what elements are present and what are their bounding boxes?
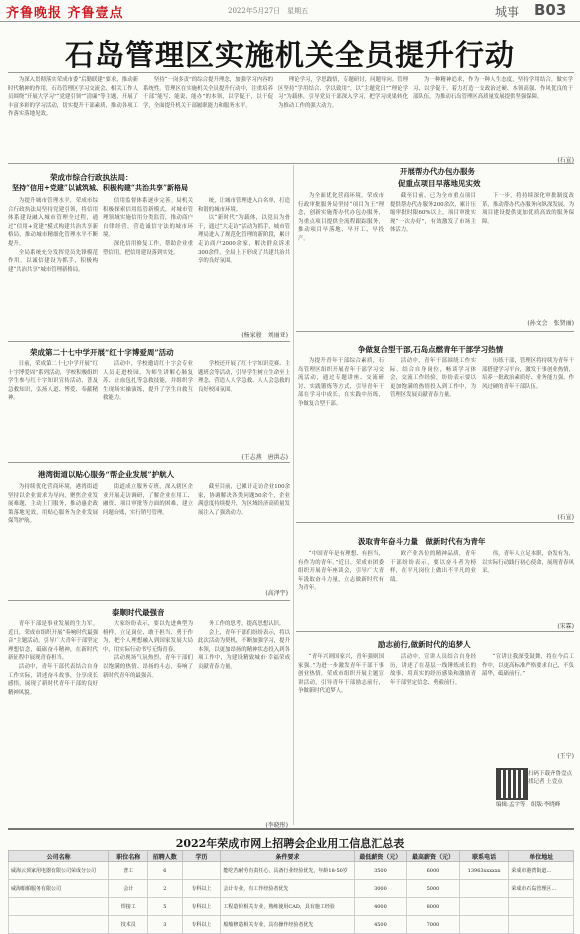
table-cell: 13963xxxxxx: [459, 862, 509, 880]
table-cell: 威海云顶家用电器有限公司荣成分公司: [9, 862, 109, 880]
section-rule-5: [296, 522, 574, 523]
col-header: 单位地址: [509, 851, 574, 862]
article-8-byline: (王宁): [557, 753, 574, 760]
article-8-column-1: “青年兴则国家兴，青年强则国家强。”为进一步激发青年干部干事创业热情，荣成市组织开展主题宣讲活动，引导青年干部励志前行，争做新时代追梦人。: [298, 654, 384, 695]
table-row: [9, 916, 574, 934]
article-6-column-3: 务工作的思考，提高思想认识。 会上，青年干部们纷纷表示，将以此次活动为契机，不断加强学习，提升本领，以更加昂扬的精神状态投入到各项工作中，为建设精致城市·幸福荣成贡献青春力量。: [198, 621, 290, 670]
article-4-column-1: 为提升青年干部综合素质，石岛管理区组织开展青年干部学习交流活动，通过专题讲座、交流研讨、实践锻炼等方式，引导青年干部在学习中成长，在实践中历练，争做复合型干部。: [298, 358, 384, 407]
article-1-column-3: 统，让城市管理进入白名单，打造和谐的城市环境。 以“新时代”为载体，以党员为骨干，通过“大走访”活动为抓手，城市管理局进入了规范化管理的新阶段，累计走访商户2000余家，解决群众诉求300余件，全局上下形成了共建共治共享的良好氛围。: [198, 198, 290, 265]
table-cell: 焊接工: [109, 898, 148, 916]
table-cell: 专科以上: [182, 880, 221, 898]
table-cell: 4000: [354, 898, 407, 916]
col-header: 条件要求: [221, 851, 354, 862]
job-info-table: [8, 850, 574, 934]
table-cell: 威海船舶服务有限公司: [9, 880, 109, 898]
table-cell: 3000: [354, 880, 407, 898]
article-3-column-2: 活动中，学校邀请红十字会专业人员走进校园，为师生讲解心肺复苏、止血包扎等急救技能，并组织学生现场实操演练，提升了学生自救互救能力。: [103, 361, 193, 402]
table-row: [9, 898, 574, 916]
article-5-column-3: 截至目前，已累计走访企业100余家，协调解决各类问题50余个，企业满意度持续提升，为区域经济高质量发展注入了强劲动力。: [198, 484, 290, 516]
table-top-rule: [8, 828, 574, 830]
section-rule-2: [8, 341, 290, 342]
editor-credit: 编辑:孟宇等 组版:李晓峰: [496, 802, 561, 808]
article-7-column-2: 欧产业各位的精神品质，青年干部纷纷表示，要以奋斗者为榜样，在平凡岗位上做出不平凡的业绩。: [390, 551, 476, 583]
article-2-column-3: 下一步，将持续深化审批制度改革，推动帮办代办服务向纵深发展，为项目建设提供更加优质高效的服务保障。: [482, 193, 574, 225]
table-cell: [9, 898, 109, 916]
table-cell: [509, 916, 574, 934]
table-cell: [182, 862, 221, 880]
table-cell: [459, 880, 509, 898]
article-3-title: 荣成第二十七中学开展“红十字博爱周”活动: [30, 348, 174, 357]
table-cell: 7000: [407, 916, 460, 934]
table-cell: 2: [148, 880, 183, 898]
lead-column-2: 坚持“一岗多责”的综合提升理念，加强学习内容的系统性。管理区在实施机关全员提升行动中，注重培养干部“能写、能说、能办”的本领，以学促干，以干促学，全面提升机关干部履职能力和服务水平。: [143, 77, 273, 109]
newspaper-logo: [6, 2, 124, 21]
col-header: 最低薪资（元）: [354, 851, 407, 862]
article-8-column-2: 活动中，宣讲人员结合自身经历，讲述了在基层一线锤炼成长的故事，用真实的经历感染和激励青年干部坚定信念、勇毅前行。: [390, 654, 476, 686]
article-3-column-3: 学校还开展了红十字知识竞赛、主题班会等活动，引导学生树立生命至上理念，营造人人学急救、人人会急救的良好校园氛围。: [198, 361, 290, 393]
article-2-byline: (孙文会 张贤丽): [527, 320, 574, 327]
qr-caption: 扫码下载齐鲁壹点 找记者 上壹点: [528, 771, 573, 785]
table-cell: 5000: [407, 880, 460, 898]
article-5-byline: (高泽宇): [265, 590, 288, 597]
qr-code-icon[interactable]: [496, 768, 528, 800]
section-rule-1: [8, 163, 574, 164]
table-cell: 普工: [109, 862, 148, 880]
article-7-column-3: 伟，青年人立足本职，奋发有为，以实际行动践行初心使命，展现青春风采。: [482, 551, 574, 575]
table-cell: 专科以上: [182, 916, 221, 934]
table-cell: 工程造价相关专业，熟练使用CAD，具有施工经验: [221, 898, 354, 916]
table-header-row: [9, 851, 574, 862]
table-cell: 会计专业，有工作经验者优先: [221, 880, 354, 898]
lead-column-4: 为一种精神追求，作为一种人生态度，坚持学用结合，做实学习，以学促干，着力打造一支政治过硬、本领高强、作风优良的干部队伍，为推动石岛管理区高质量发展提供坚强保障。: [413, 77, 573, 101]
article-8-column-3: “宣讲让我深受鼓舞，将在今后工作中，以更高标准严格要求自己，不负韶华，砥砺前行。”: [482, 654, 574, 678]
article-2-subtitle: 促重点项目早落地见实效: [398, 179, 481, 188]
article-4-column-2: 活动中，青年干部围绕工作实际，结合自身岗位，畅谈学习体会，交流工作经验，纷纷表示要以更加饱满的热情投入到工作中，为管理区发展贡献青春力量。: [390, 358, 476, 399]
lead-column-3: 理论学习，学思践悟，专题研讨，问题导向。管理区坚持“学用结合、学以致用”，以“主题党日”“理论学习”为载体，引导党员干部深入学习，把学习成果转化为推动工作的强大动力。: [278, 77, 408, 109]
table-cell: 技术员: [109, 916, 148, 934]
table-cell: [459, 916, 509, 934]
table-cell: [459, 898, 509, 916]
article-1-byline: (杨家骏 刘丽亚): [241, 332, 288, 339]
table-cell: 荣成市石岛管理区…: [509, 880, 574, 898]
column-divider: [293, 165, 294, 825]
article-4-title: 争做复合型干部,石岛点燃青年干部学习热情: [358, 345, 504, 354]
table-cell: 8000: [407, 898, 460, 916]
section-name: 城事: [495, 5, 520, 19]
page-number: B03: [534, 1, 567, 19]
col-header: 最高薪资（元）: [407, 851, 460, 862]
article-4-column-3: 历练干部，管理区将持续为青年干部搭建学习平台，激发干事创业热情，培养一批政治素质好、业务能力强、作风过硬的青年干部队伍。: [482, 358, 574, 390]
table-cell: 5: [148, 898, 183, 916]
col-header: 招聘人数: [148, 851, 183, 862]
table-cell: 6000: [407, 862, 460, 880]
article-6-column-1: 青年干部是事业发展的生力军。近日，荣成市组织开展“奏响时代最强音”主题活动，引导广大青年干部坚定理想信念，砥砺奋斗精神，在新时代新征程中展现青春担当。 活动中，青年干部代表结合自身工作实际，讲述奋斗故事，分享成长感悟，展现了新时代青年干部的良好精神风貌。: [8, 621, 98, 696]
main-headline: 石岛管理区实施机关全员提升行动: [64, 38, 515, 72]
masthead: [0, 0, 580, 22]
article-2-column-1: 为全面优化营商环境，荣成市行政审批服务局坚持“项目为王”理念，创新实施帮办代办包办服务，为重点项目提供全流程跟踪服务，推动项目早落地、早开工、早投产。: [298, 193, 384, 242]
table-cell: 船舶修造相关专业，具有操作经验者优先: [221, 916, 354, 934]
lead-byline: (石宣): [557, 157, 574, 164]
table-cell: 4500: [354, 916, 407, 934]
table-cell: 专科以上: [182, 898, 221, 916]
paper-name: 齐鲁晚报: [6, 6, 63, 21]
article-5-column-1: 为持续优化营商环境，港湾街道坚持以企业需求为导向，聚焦企业发展难题，主动上门服务，推动惠企政策落地见效，用贴心服务为企业发展保驾护航。: [8, 484, 98, 525]
table-cell: 3500: [354, 862, 407, 880]
article-1-title: 荣成市综合行政执法局：: [50, 173, 133, 182]
masthead-rule: [0, 21, 580, 22]
article-2-title: 开展帮办代办包办服务: [400, 167, 475, 176]
article-7-column-1: “中国青年是有理想、有担当、有作为的青年。”近日，荣成市团委组织开展青年座谈会，引导广大青年汲取奋斗力量，立志做新时代有为青年。: [298, 551, 384, 592]
headline-rule: [8, 72, 574, 73]
article-5-column-2: 街道成立服务专班，深入辖区企业开展走访调研，了解企业在用工、融资、项目审批等方面的困难，建立问题台账，实行销号管理。: [103, 484, 193, 516]
article-1-column-2: 信用监督体系逐步完善。局机关积极探索信用监管新模式，对城市管理领域实施信用分类监管，推动商户自律经营，营造诚信守法的城市环境。 深化信用修复工作，帮助企业重塑信用，把信用建设落到实处。: [103, 198, 193, 256]
lead-column-1: 为深入贯彻落实荣成市委“后勤联建”要求，推动新时代精神的作用，石岛管理区学习交流会、相关工作人员围绕“开展大学习”“党建引领”“清廉”等主题，开展了丰富多彩的学习活动，切实提升干部素质，推动各项工作落实落地见效。: [8, 77, 138, 118]
col-header: 职位名称: [109, 851, 148, 862]
article-2-column-2: 截至目前，已为全市重点项目提供帮办代办服务200余次，累计压缩审批时限60%以上，项目审批实现“一次办好”，有效激发了市场主体活力。: [390, 193, 476, 234]
article-7-title: 汲取青年奋斗力量 做新时代有为青年: [358, 537, 486, 546]
edition-name: 齐鲁壹点: [67, 6, 124, 21]
article-1-column-1: 为提升城市管理水平，荣成市综合行政执法局坚持党建引领，将信用体系建设融入城市管理全过程，通过“信用+党建”模式构建共治共享新格局，推动城市精细化管理水平不断提升。 全局系统充分发挥党员先锋模范作用，以诚信建设为抓手，积极构建“共治共享”城市管理新格局。: [8, 198, 98, 273]
section-rule-3: [296, 331, 574, 332]
article-7-byline: (宋霖): [557, 623, 574, 630]
article-1-subtitle: 坚持“信用+党建”以诚筑城、积极构建“共治共享”新格局: [12, 183, 188, 192]
table-title: 2022年荣成市网上招聘会企业用工信息汇总表: [175, 837, 405, 850]
section-rule-7: [296, 631, 574, 632]
table-cell: 会计: [109, 880, 148, 898]
col-header: 学历: [182, 851, 221, 862]
table-cell: [509, 898, 574, 916]
section-rule-6: [8, 600, 290, 601]
table-row: [9, 862, 574, 880]
table-cell: 6: [148, 862, 183, 880]
article-6-title: 泰顺时代最强音: [112, 608, 165, 617]
article-8-title: 励志前行,做新时代的追梦人: [378, 640, 471, 649]
col-header: 公司名称: [9, 851, 109, 862]
section-rule-4: [8, 462, 290, 463]
article-6-column-2: 大家纷纷表示，要以先进典型为榜样，立足岗位、敢于担当、勇于作为，把个人理想融入到国家发展大局中，用实际行动书写无悔青春。 活动现场气氛热烈，青年干部们以饱满的热情、昂扬的斗志，奏响了新时代青年的最强音。: [103, 621, 193, 679]
article-6-byline: (李晓彤): [265, 822, 288, 829]
table-cell: 3: [148, 916, 183, 934]
col-header: 联系电话: [459, 851, 509, 862]
article-5-title: 港湾街道以贴心服务“帮企业发展”护航人: [38, 470, 175, 479]
table-cell: [9, 916, 109, 934]
table-cell: 能吃苦耐劳有责任心，具备行业经验优先，年龄18-50岁: [221, 862, 354, 880]
article-3-column-1: 日前，荣成第二十七中学开展“红十字博爱周”系列活动，学校积极组织学生参与红十字知识宣传活动，普及急救知识，弘扬人道、博爱、奉献精神。: [8, 361, 98, 402]
issue-date: 2022年5月27日 星期五: [228, 7, 309, 15]
table-row: [9, 880, 574, 898]
table-cell: 荣成市港湾街道…: [509, 862, 574, 880]
article-3-byline: (王志燕 唐洪志): [241, 454, 288, 461]
article-4-byline: (石宣): [557, 514, 574, 521]
